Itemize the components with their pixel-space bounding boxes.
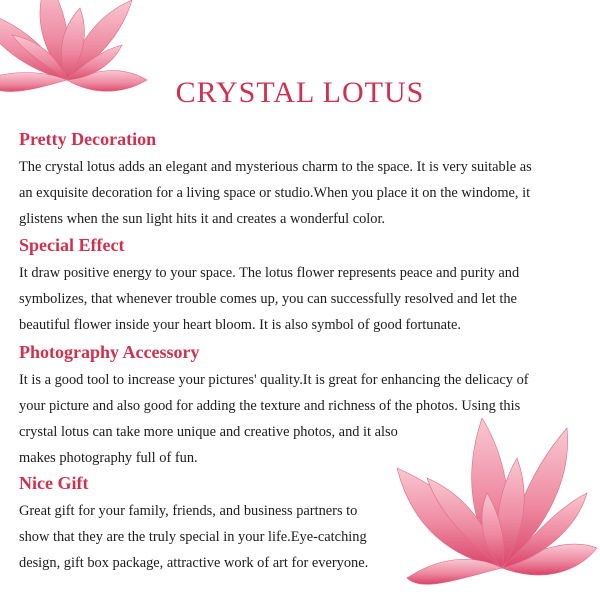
section-photography-accessory <box>19 341 529 471</box>
section-paragraph <box>19 154 532 232</box>
paragraph-line: symbolizes, that whenever trouble comes up, you can successfully resolved and let the <box>19 291 517 307</box>
section-pretty-decoration <box>19 128 532 232</box>
paragraph-line: It draw positive energy to your space. The lotus flower represents peace and purity and <box>19 265 520 281</box>
paragraph-line: crystal lotus can take more unique and creative photos, and it also <box>19 424 398 440</box>
paragraph-line: The crystal lotus adds an elegant and mysterious charm to the space. It is very suitable as <box>19 159 532 175</box>
section-paragraph <box>19 260 519 338</box>
paragraph-line: makes photography full of fun. <box>19 450 198 466</box>
paragraph-line: show that they are the truly special in your life.Eye-catching <box>19 529 367 545</box>
section-nice-gift <box>19 472 368 576</box>
paragraph-line: your picture and also good for adding the texture and richness of the photos. Using this <box>19 398 521 414</box>
paragraph-line: design, gift box package, attractive work of art for everyone. <box>19 555 369 571</box>
section-heading: Photography Accessory <box>19 342 200 362</box>
section-special-effect <box>19 234 519 338</box>
paragraph-line: an exquisite decoration for a living space or studio.When you place it on the windome, it <box>19 185 531 201</box>
paragraph-line: It is a good tool to increase your pictures' quality.It is great for enhancing the delicacy of <box>19 372 529 388</box>
paragraph-line: Great gift for your family, friends, and business partners to <box>19 503 358 519</box>
page-title: CRYSTAL LOTUS <box>175 76 425 110</box>
section-heading: Nice Gift <box>19 473 89 493</box>
section-heading: Pretty Decoration <box>19 129 157 149</box>
section-paragraph <box>19 367 529 471</box>
paragraph-line: glistens when the sun light hits it and creates a wonderful color. <box>19 211 386 227</box>
paragraph-line: beautiful flower inside your heart bloom. It is also symbol of good fortunate. <box>19 317 462 333</box>
section-paragraph <box>19 498 368 576</box>
section-heading: Special Effect <box>19 235 125 255</box>
